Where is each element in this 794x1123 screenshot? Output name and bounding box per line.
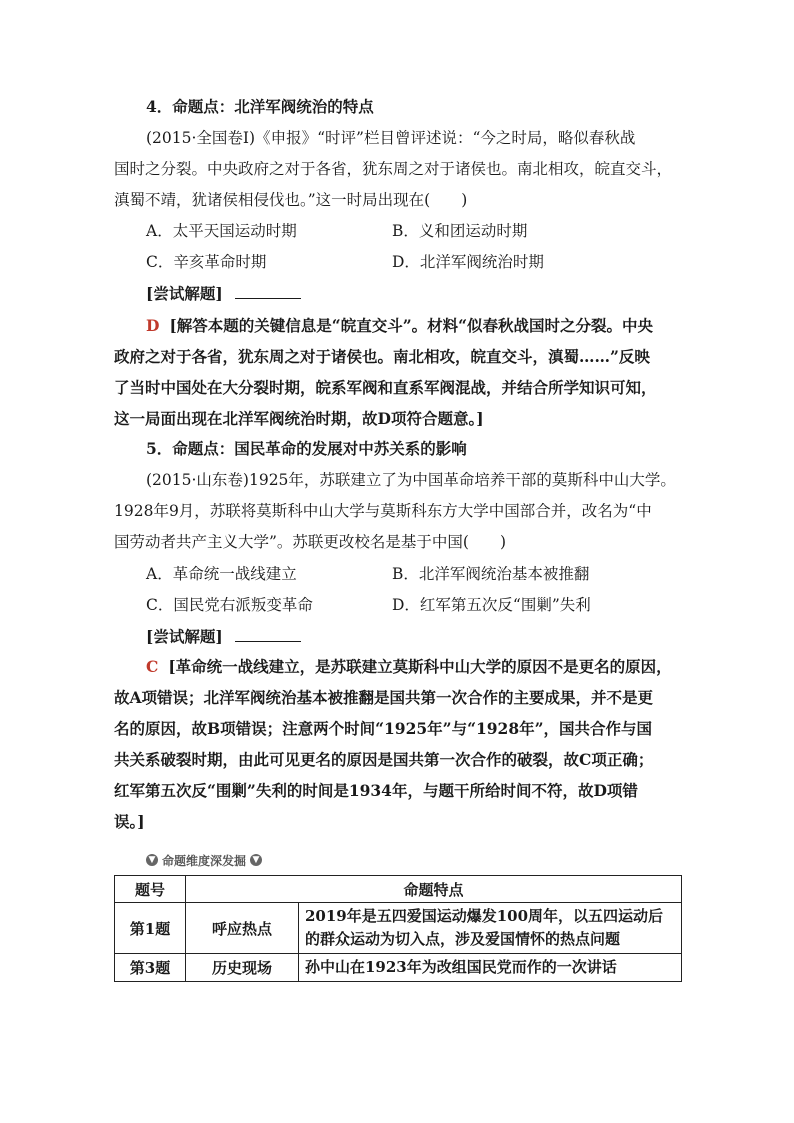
q5-stem-line: 1928年9月，苏联将莫斯科中山大学与莫斯科东方大学中国部合并，改名为“中 <box>114 502 652 520</box>
column-header: 题号 <box>115 876 186 903</box>
q5-explanation-line: 共关系破裂时期，由此可见更名的原因是国共第一次合作的破裂，故C项正确； <box>114 750 654 769</box>
q4-option-d: D．北洋军阀统治时期 <box>392 253 544 271</box>
answer-blank <box>235 284 301 299</box>
row-num: 第3题 <box>115 954 186 982</box>
q4-stem-line: (2015·全国卷Ⅰ)《申报》“时评”栏目曾评述说：“今之时局，略似春秋战 <box>146 129 636 147</box>
table-row <box>115 954 682 982</box>
answer-blank <box>235 627 301 642</box>
q4-try-label <box>146 284 301 304</box>
q4-option-c: C．辛亥革命时期 <box>146 253 267 271</box>
q4-option-a: A．太平天国运动时期 <box>146 222 297 240</box>
row-desc: 2019年是五四爱国运动爆发100周年，以五四运动后的群众运动为切入点，涉及爱国情怀的热点问题 <box>299 903 682 954</box>
q5-stem-line: 国劳动者共产主义大学”。苏联更改校名是基于中国( ) <box>114 533 507 551</box>
q4-explanation-line <box>146 316 653 336</box>
row-type: 呼应热点 <box>186 903 299 954</box>
q5-answer-letter: C <box>146 657 159 676</box>
chevron-down-icon: ▼ <box>250 854 262 866</box>
q4-explanation-line: 政府之对于各省，犹东周之对于诸侯也。南北相攻，皖直交斗，滇蜀……”反映 <box>114 347 650 366</box>
q5-try-label <box>146 627 301 647</box>
row-desc: 孙中山在1923年为改组国民党而作的一次讲话 <box>299 954 682 982</box>
q5-explanation-line: 名的原因，故B项错误；注意两个时间“1925年”与“1928年”，国共合作与国 <box>114 719 653 738</box>
try-label-text: [尝试解题] <box>146 284 223 303</box>
q5-explanation-line: 故A项错误；北洋军阀统治基本被推翻是国共第一次合作的主要成果，并不是更 <box>114 688 654 707</box>
q4-option-b: B．义和团运动时期 <box>392 222 528 240</box>
dimension-header-text: 命题维度深发掘 <box>162 853 247 868</box>
dimension-header <box>146 852 262 868</box>
q5-title: 5．命题点：国民革命的发展对中苏关系的影响 <box>146 439 467 458</box>
table-row <box>115 903 682 954</box>
q5-option-c: C．国民党右派叛变革命 <box>146 596 313 614</box>
try-label-text: [尝试解题] <box>146 627 223 646</box>
q4-explanation-line: 这一局面出现在北洋军阀统治时期，故D项符合题意。] <box>114 409 484 428</box>
column-header: 命题特点 <box>186 876 682 903</box>
q4-title: 4．命题点：北洋军阀统治的特点 <box>146 97 374 116</box>
q4-stem-line: 滇蜀不靖，犹诸侯相侵伐也。”这一时局出现在( ) <box>114 191 468 209</box>
q5-explanation-text: [革命统一战线建立，是苏联建立莫斯科中山大学的原因不是更名的原因， <box>168 657 672 676</box>
q4-explanation-line: 了当时中国处在大分裂时期，皖系军阀和直系军阀混战，并结合所学知识可知， <box>114 378 657 397</box>
row-num: 第1题 <box>115 903 186 954</box>
chevron-down-icon: ▼ <box>146 854 158 866</box>
q5-stem-line: (2015·山东卷)1925年，苏联建立了为中国革命培养干部的莫斯科中山大学。 <box>146 471 676 489</box>
q5-explanation-line <box>146 657 672 677</box>
q5-explanation-line: 红军第五次反“围剿”失利的时间是1934年，与题干所给时间不符，故D项错 <box>114 781 638 800</box>
q5-option-d: D．红军第五次反“围剿”失利 <box>392 596 591 614</box>
q5-option-b: B．北洋军阀统治基本被推翻 <box>392 565 590 583</box>
q5-option-a: A．革命统一战线建立 <box>146 565 297 583</box>
q4-explanation-text: [解答本题的关键信息是“皖直交斗”。材料“似春秋战国时之分裂。中央 <box>169 316 654 335</box>
table-header-row <box>115 876 682 903</box>
q4-stem-line: 国时之分裂。中央政府之对于各省，犹东周之对于诸侯也。南北相攻，皖直交斗， <box>114 160 673 178</box>
q5-explanation-line: 误。] <box>114 812 145 831</box>
row-type: 历史现场 <box>186 954 299 982</box>
q4-answer-letter: D <box>146 316 160 335</box>
dimension-table <box>114 875 682 982</box>
